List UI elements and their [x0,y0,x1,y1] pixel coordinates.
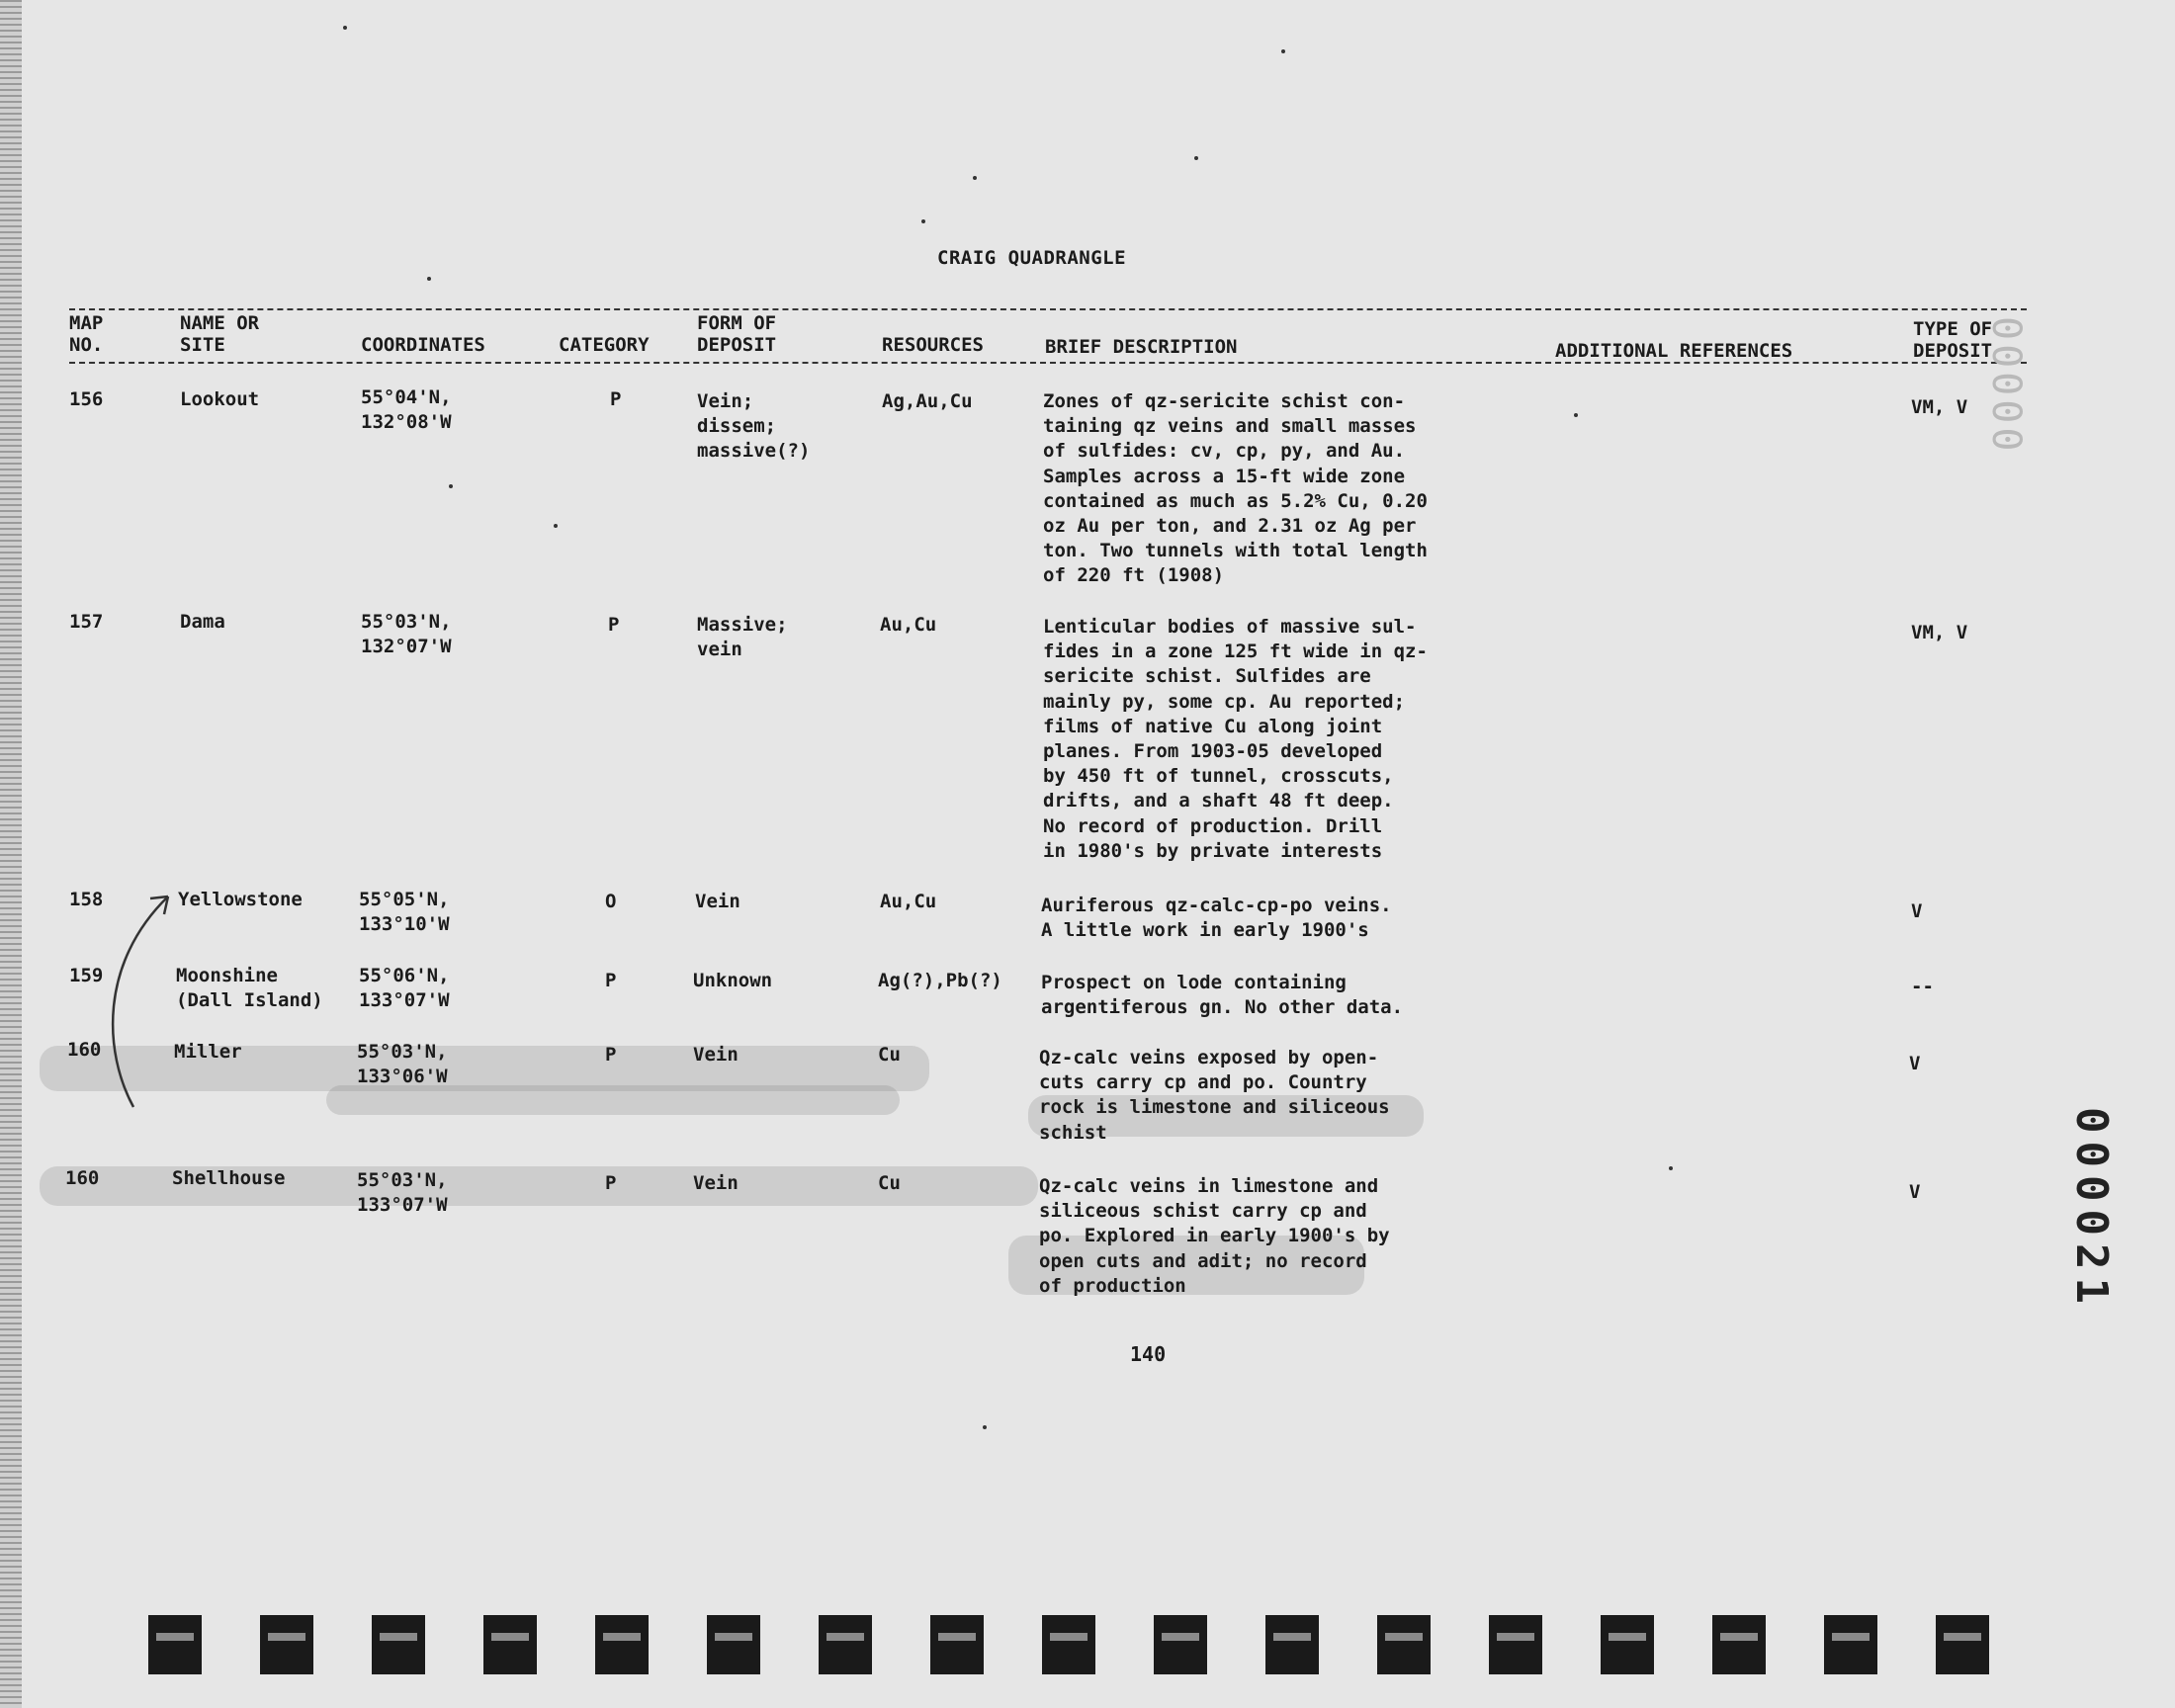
cell-type: V [1909,1053,1921,1074]
binding-hole [1265,1615,1319,1674]
cell-description: Lenticular bodies of massive sul- fides in a zone 125 ft wide in qz- sericite schist. Sulfides are mainly py, some cp. Au reported; films of native Cu along joint planes. From 1903-05 developed by 450 ft of tunnel, crosscuts, drifts, and a shaft 48 ft deep. No record of production. Drill in 1980's by private interests [1043,616,1428,862]
scan-left-edge [0,0,22,1708]
binding-hole [483,1615,537,1674]
binding-hole [1936,1615,1989,1674]
cell-form: Vein [695,891,740,912]
cell-map-no: 160 [65,1167,100,1189]
cell-resources: Cu [878,1172,901,1194]
cell-description: Prospect on lode containing argentiferous gn. No other data. [1041,972,1404,1019]
header-map-no: MAP NO. [69,312,104,356]
scan-speck [449,484,453,488]
cell-description: Auriferous qz-calc-cp-po veins. A little work in early 1900's [1041,895,1392,942]
scan-speck [1194,156,1198,160]
cell-coordinates: 55°05'N, 133°10'W [359,889,450,935]
cell-name: Shellhouse [172,1167,286,1189]
cell-description: Zones of qz-sericite schist con- taining qz veins and small masses of sulfides: cv, cp, py, and Au. Samples across a 15-ft wide zone contained as much as 5.2% Cu, 0.20 oz Au per ton, and 2.31 oz Ag per ton. Two tunnels with total length of 220 ft (1908) [1043,390,1428,587]
binding-hole [1042,1615,1095,1674]
binding-hole [707,1615,760,1674]
cell-resources: Ag(?),Pb(?) [878,970,1002,991]
header-name: NAME OR SITE [180,312,260,356]
cell-map-no: 158 [69,889,104,910]
binding-hole [595,1615,649,1674]
faint-stamp: 00000 [1983,316,2029,456]
cell-coordinates: 55°03'N, 133°06'W [357,1041,448,1087]
header-coordinates: COORDINATES [361,334,485,356]
cell-map-no: 159 [69,965,104,986]
cell-category: P [605,1172,617,1194]
scan-speck [1574,413,1578,417]
cell-description: Qz-calc veins exposed by open- cuts carry cp and po. Country rock is limestone and siliceous schist [1039,1047,1390,1144]
cell-form: Vein [693,1044,739,1066]
binding-hole [148,1615,202,1674]
binding-holes [148,1615,2106,1674]
binding-hole [372,1615,425,1674]
binding-hole [1489,1615,1542,1674]
cell-form: Vein [693,1172,739,1194]
cell-type: V [1909,1181,1921,1203]
cell-resources: Ag,Au,Cu [882,390,973,412]
highlight-smudge [326,1085,900,1115]
cell-type: VM, V [1911,396,1968,418]
cell-name: Moonshine (Dall Island) [176,965,323,1011]
cell-type: -- [1911,976,1934,997]
cell-map-no: 160 [67,1039,102,1061]
binding-hole [1377,1615,1431,1674]
header-form: FORM OF DEPOSIT [697,312,777,356]
page-title: CRAIG QUADRANGLE [937,247,1127,269]
scan-speck [983,1425,987,1429]
cell-coordinates: 55°03'N, 133°07'W [357,1169,448,1216]
scan-speck [921,219,925,223]
cell-name: Lookout [180,388,260,410]
cell-category: O [605,891,617,912]
scan-speck [1669,1166,1673,1170]
cell-name: Dama [180,611,225,633]
cell-coordinates: 55°03'N, 132°07'W [361,611,452,657]
header-bottom-rule [69,362,2027,364]
cell-map-no: 157 [69,611,104,633]
cell-description: Qz-calc veins in limestone and siliceous schist carry cp and po. Explored in early 1900's by open cuts and adit; no record of production [1039,1175,1390,1297]
cell-category: P [608,614,620,636]
cell-coordinates: 55°04'N, 132°08'W [361,386,452,433]
binding-hole [1712,1615,1766,1674]
binding-hole [930,1615,984,1674]
cell-name: Yellowstone [178,889,303,910]
cell-resources: Au,Cu [880,891,937,912]
cell-coordinates: 55°06'N, 133°07'W [359,965,450,1011]
scan-speck [343,26,347,30]
binding-hole [1154,1615,1207,1674]
scan-speck [973,176,977,180]
header-description: BRIEF DESCRIPTION [1045,336,1238,358]
page-number: 140 [1130,1342,1167,1366]
scan-speck [427,277,431,281]
cell-category: P [605,1044,617,1066]
cell-form: Massive; vein [697,614,788,660]
header-type: TYPE OF DEPOSIT [1913,318,1993,362]
binding-hole [260,1615,313,1674]
cell-type: V [1911,900,1923,922]
binding-hole [1601,1615,1654,1674]
binding-hole [819,1615,872,1674]
header-category: CATEGORY [559,334,650,356]
cell-form: Unknown [693,970,773,991]
cell-category: P [610,388,622,410]
header-resources: RESOURCES [882,334,984,356]
binding-hole [1824,1615,1877,1674]
cell-map-no: 156 [69,388,104,410]
cell-form: Vein; dissem; massive(?) [697,390,811,462]
scan-speck [1281,49,1285,53]
header-top-rule [69,308,2027,310]
cell-resources: Cu [878,1044,901,1066]
cell-category: P [605,970,617,991]
cell-type: VM, V [1911,622,1968,643]
cell-resources: Au,Cu [880,614,937,636]
document-stamp: 000021 [2066,1107,2117,1312]
scan-speck [554,524,558,528]
header-references: ADDITIONAL REFERENCES [1555,340,1793,362]
cell-name: Miller [174,1041,242,1063]
hand-drawn-arrow-icon [99,885,178,1112]
